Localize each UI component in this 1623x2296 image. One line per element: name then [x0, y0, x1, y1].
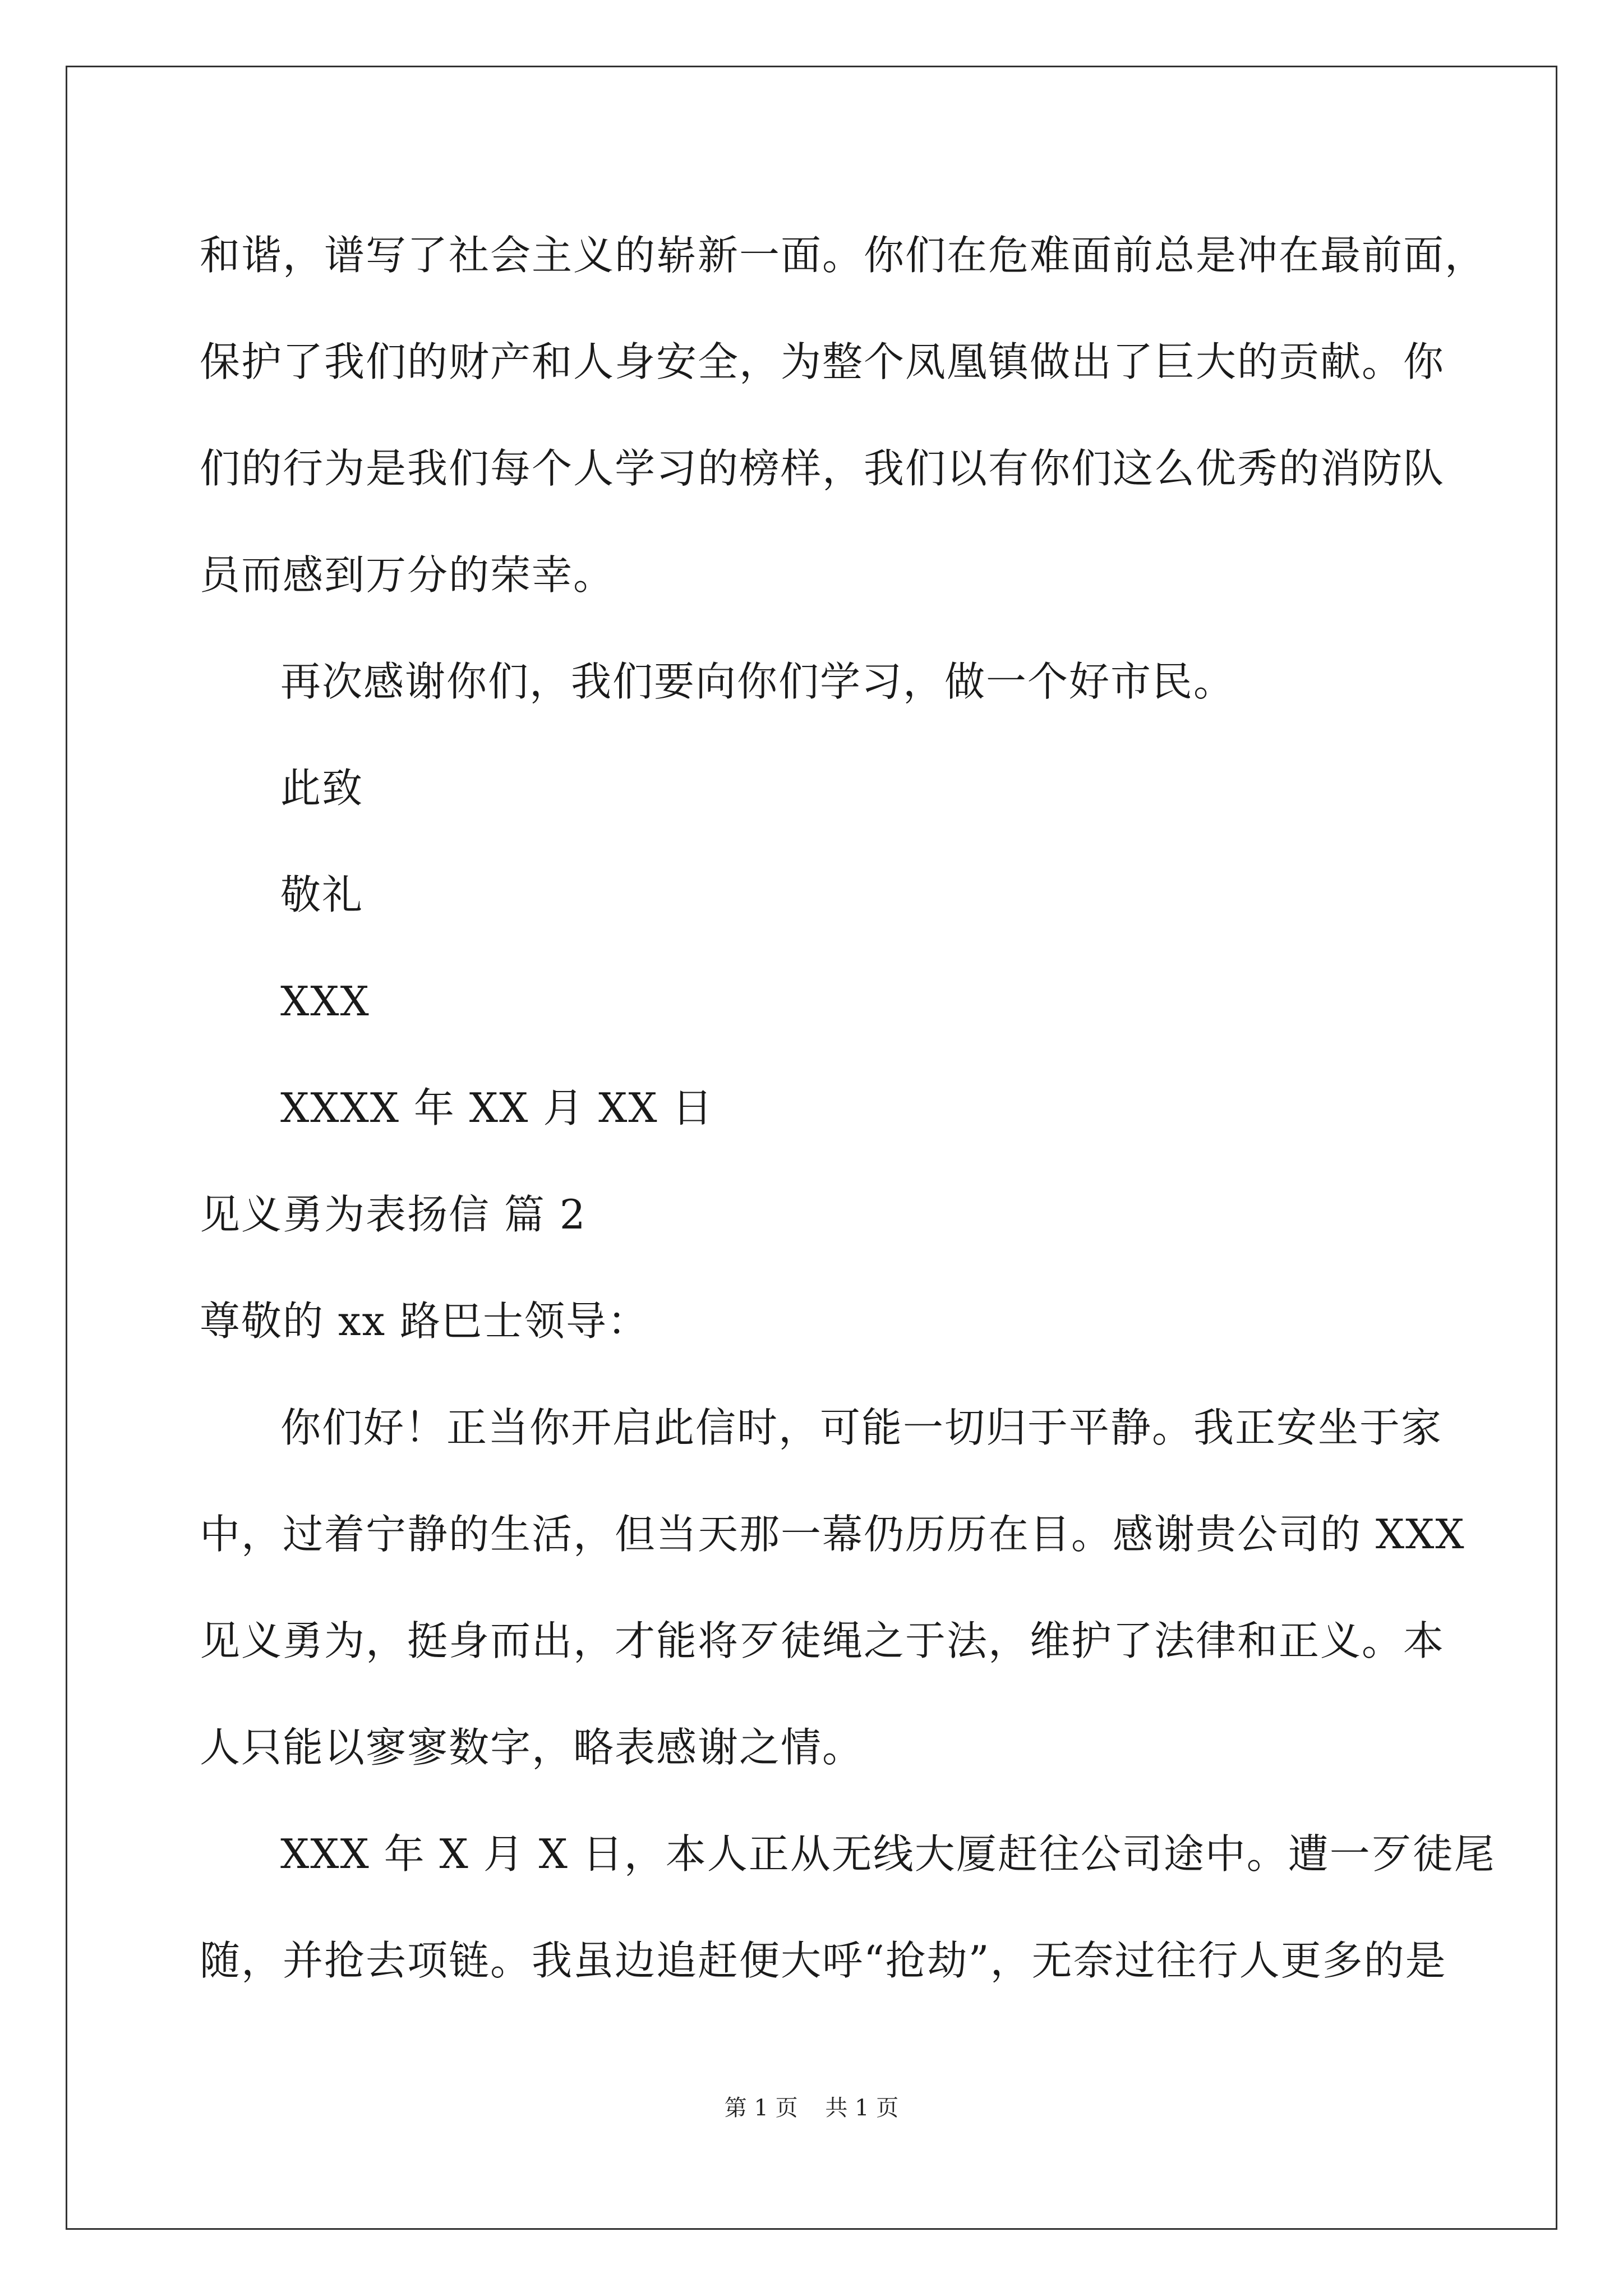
- signature-name: XXX: [280, 978, 370, 1025]
- body-text-line: 见义勇为，挺身而出，才能将歹徒绳之于法，维护了法律和正义。本: [200, 1617, 1445, 1664]
- page-footer: [0, 2091, 1623, 2125]
- body-text-line: 和谐，谱写了社会主义的崭新一面。你们在危难面前总是冲在最前面，: [200, 232, 1487, 279]
- body-text-line: 们的行为是我们每个人学习的榜样，我们以有你们这么优秀的消防队: [200, 445, 1445, 492]
- closing-regards: 敬礼: [280, 871, 364, 918]
- body-text-line: 随，并抢去项链。我虽边追赶便大呼“抢劫”，无奈过往行人更多的是: [200, 1937, 1447, 1984]
- body-text-line: 中，过着宁静的生活，但当天那一幕仍历历在目。感谢贵公司的 XXX: [200, 1511, 1465, 1558]
- closing-salutation: 此致: [280, 765, 364, 812]
- body-text-line: 人只能以寥寥数字，略表感谢之情。: [200, 1724, 864, 1771]
- body-text-line: 你们好！正当你开启此信时，可能一切归于平静。我正安坐于家: [280, 1404, 1443, 1451]
- section-heading: 见义勇为表扬信 篇 2: [200, 1191, 587, 1238]
- page-number-total: 共 1 页: [825, 2095, 899, 2121]
- signature-date: XXXX 年 XX 月 XX 日: [280, 1084, 714, 1131]
- body-text-line: 保护了我们的财产和人身安全，为整个凤凰镇做出了巨大的贡献。你: [200, 338, 1445, 385]
- body-text-line: 再次感谢你们，我们要向你们学习，做一个好市民。: [280, 658, 1235, 705]
- page-border: [66, 66, 1557, 2230]
- body-text-line: 员而感到万分的荣幸。: [200, 551, 615, 599]
- body-text-line: XXX 年 X 月 X 日，本人正从无线大厦赶往公司途中。遭一歹徒尾: [280, 1830, 1496, 1878]
- letter-greeting: 尊敬的 xx 路巴士领导：: [200, 1297, 649, 1345]
- page-number-current: 第 1 页: [724, 2095, 798, 2121]
